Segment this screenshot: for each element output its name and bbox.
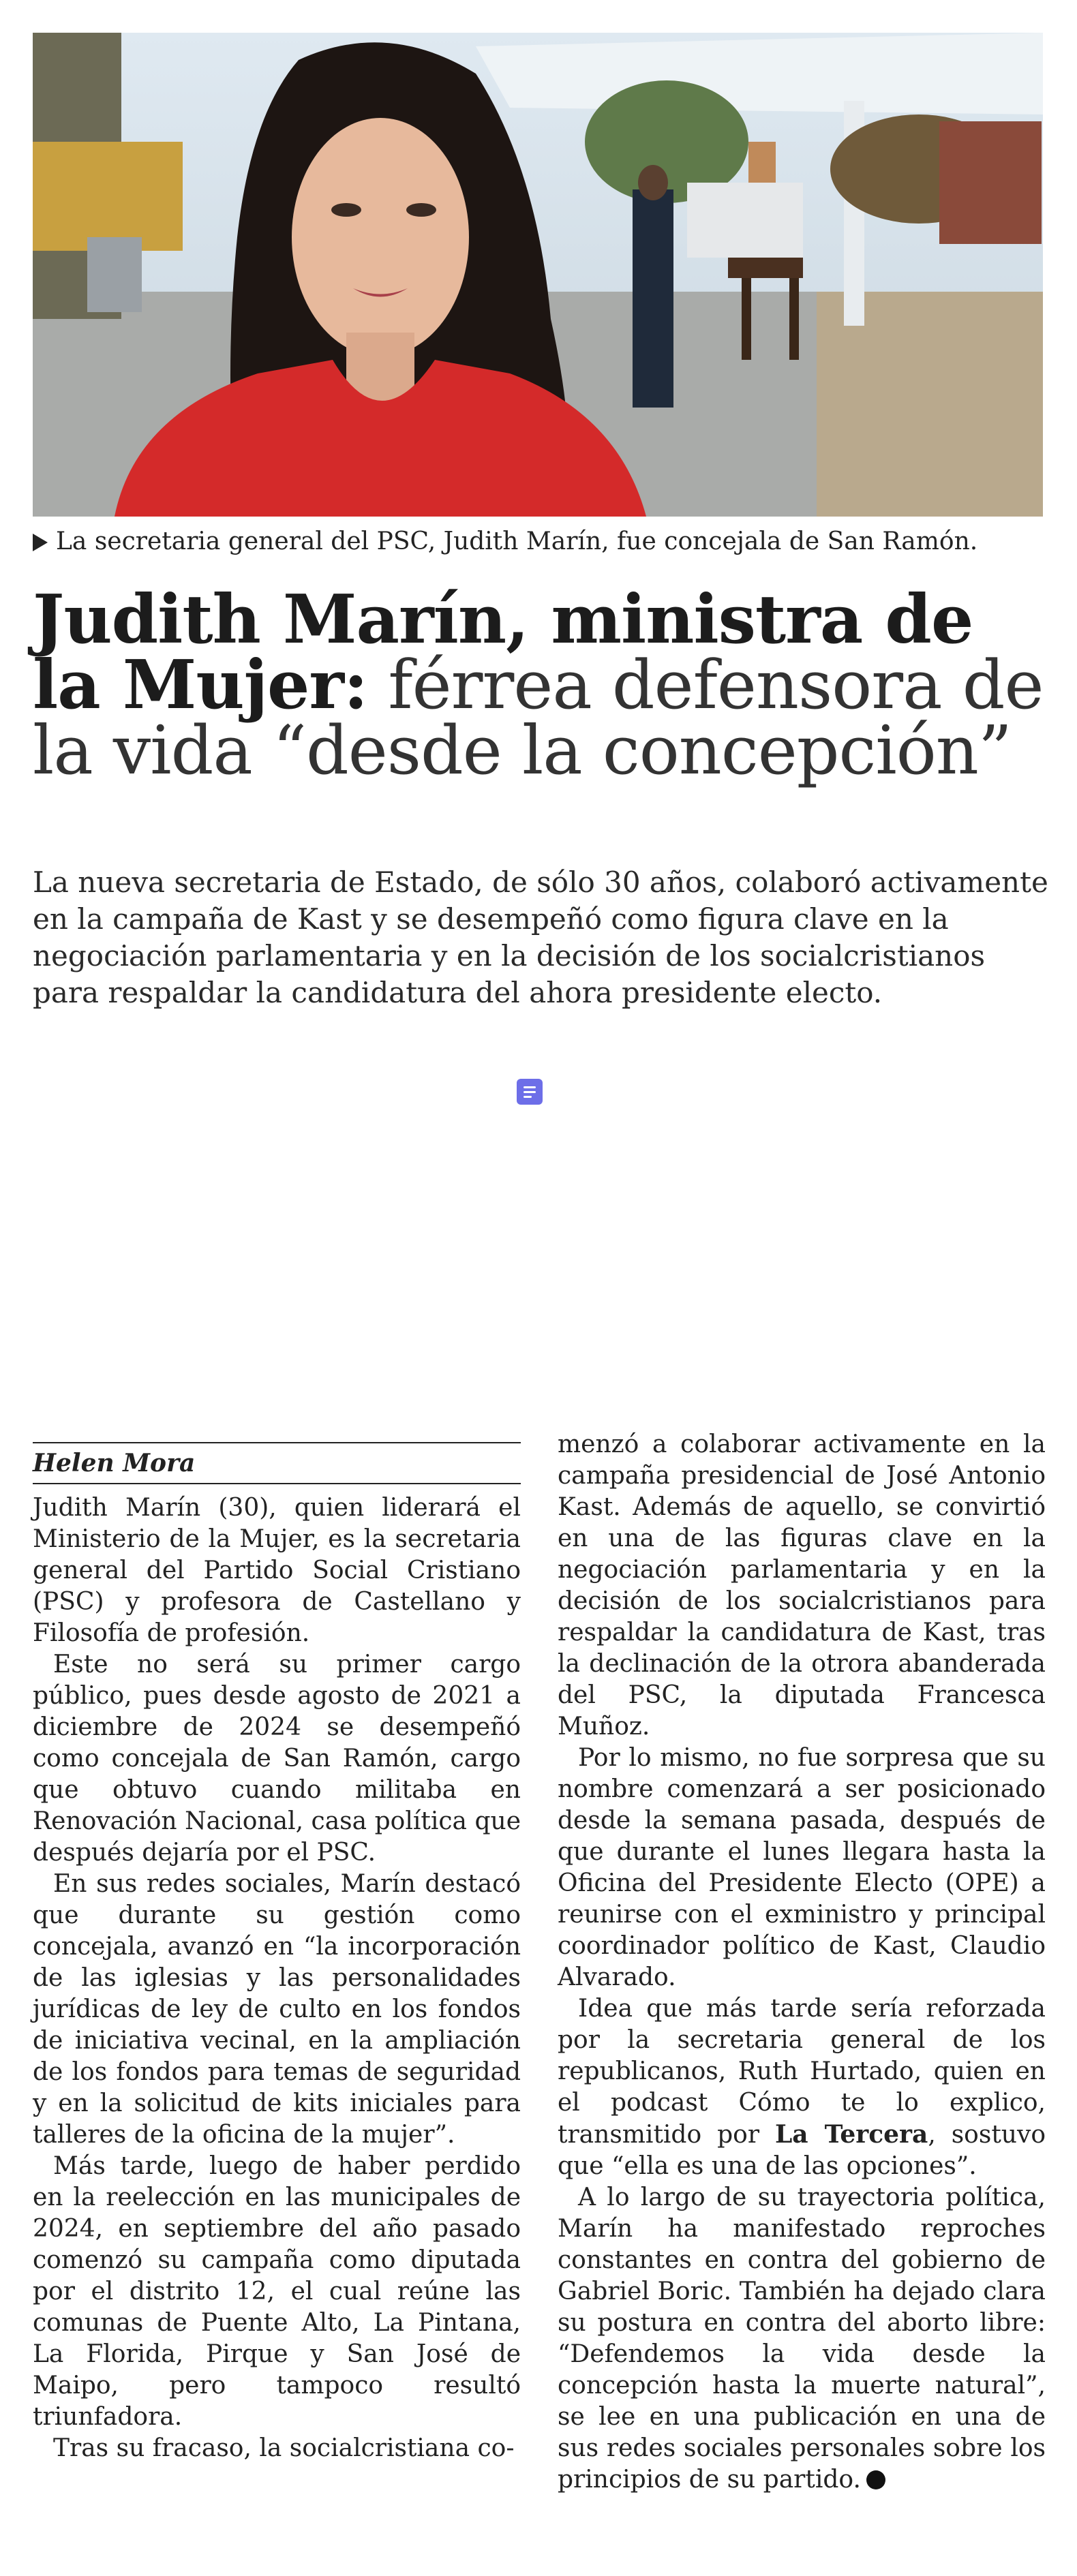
article-column-left (33, 1492, 521, 2464)
paragraph: menzó a colaborar activamente en la campaña presidencial de José Antonio Kast. Además de aquello, se convirtió en una de las figuras clave en la negociación parlamentaria y en la decisión de los socialcristianos para respaldar la candidatura de Kast, tras la declinación de la otrora abanderada del PSC, la diputada Francesca Muñoz. (558, 1430, 1046, 1741)
headline (33, 581, 1055, 790)
paragraph: En sus redes sociales, Marín destacó que durante su gestión como concejala, avanzó en “la incorporación de las iglesias y las personalidades jurídicas de ley de culto en los fondos de iniciativa vecinal, en la ampliación de los fondos para temas de seguridad y en la solicitud de kits iniciales para talleres de la oficina de la mujer”. (33, 1870, 521, 2149)
photo-caption (33, 526, 1043, 557)
headline-light: férrea defensora de la vida “desde la concepción” (33, 647, 1044, 790)
caption-text: La secretaria general del PSC, Judith Marín, fue concejala de San Ramón. (56, 527, 978, 555)
paragraph-last (558, 2182, 1046, 2496)
paragraph: Judith Marín (30), quien liderará el Ministerio de la Mujer, es la secretaria general del Partido Social Cristiano (PSC) y profesora de Castellano y Filosofía de profesión. (33, 1494, 521, 1647)
headline-bold: Judith Marín, ministra de la Mujer: (33, 581, 973, 724)
lead-paragraph: La nueva secretaria de Estado, de sólo 30 años, colaboró activamente en la campaña de Kast y se desempeñó como figura clave en la negociación parlamentaria y en la decisión de los socialcristianos para respaldar la candidatura del ahora presidente electo. (33, 865, 1048, 1009)
text-run: A lo largo de su trayectoria política, Marín ha manifestado reproches constantes en contra del gobierno de Gabriel Boric. También ha dejado clara su postura en contra del aborto libre: “Defendemos la vida desde la concepción hasta la muerte natural”, se lee en una publicación en una de sus redes sociales personales sobre los principios de su partido. (558, 2183, 1046, 2494)
author-rule-top (33, 1442, 521, 1443)
author-byline: Helen Mora (33, 1449, 196, 1477)
author-rule-bottom (33, 1483, 521, 1484)
paragraph-la-tercera (558, 1993, 1046, 2182)
article-column-right (558, 1429, 1046, 2496)
text-run: , sostuvo que “ella es una de las opciones”. (558, 2121, 1046, 2180)
paragraph: Este no será su primer cargo público, pues desde agosto de 2021 a diciembre de 2024 se desempeñó como concejala de San Ramón, cargo que obtuvo cuando militaba en Renovación Nacional, casa política que después dejaría por el PSC. (33, 1651, 521, 1867)
text-run: Idea que más tarde sería reforzada por la secretaria general de los republicanos, Ruth Hurtado, quien en el podcast Cómo te lo explico, transmitido por (558, 1995, 1046, 2149)
photo-illustration (33, 33, 1043, 517)
document-icon[interactable] (517, 1079, 543, 1105)
article-photo (33, 33, 1043, 517)
la-tercera-name: La Tercera (774, 2120, 928, 2149)
caption-arrow-icon (33, 534, 48, 551)
paragraph: Por lo mismo, no fue sorpresa que su nombre comenzará a ser posicionado desde la semana pasada, después de que durante el lunes llegara hasta la Oficina del Presidente Electo (OPE) a reunirse con el exministro y principal coordinador político de Kast, Claudio Alvarado. (558, 1744, 1046, 1991)
end-mark-icon (866, 2470, 885, 2489)
paragraph: Tras su fracaso, la socialcristiana co- (53, 2434, 515, 2462)
paragraph: Más tarde, luego de haber perdido en la reelección en las municipales de 2024, en septiembre del año pasado comenzó su campaña como diputada por el distrito 12, el cual reúne las comunas de Puente Alto, La Pintana, La Florida, Pirque y San José de Maipo, pero tampoco resultó triunfadora. (33, 2152, 521, 2431)
